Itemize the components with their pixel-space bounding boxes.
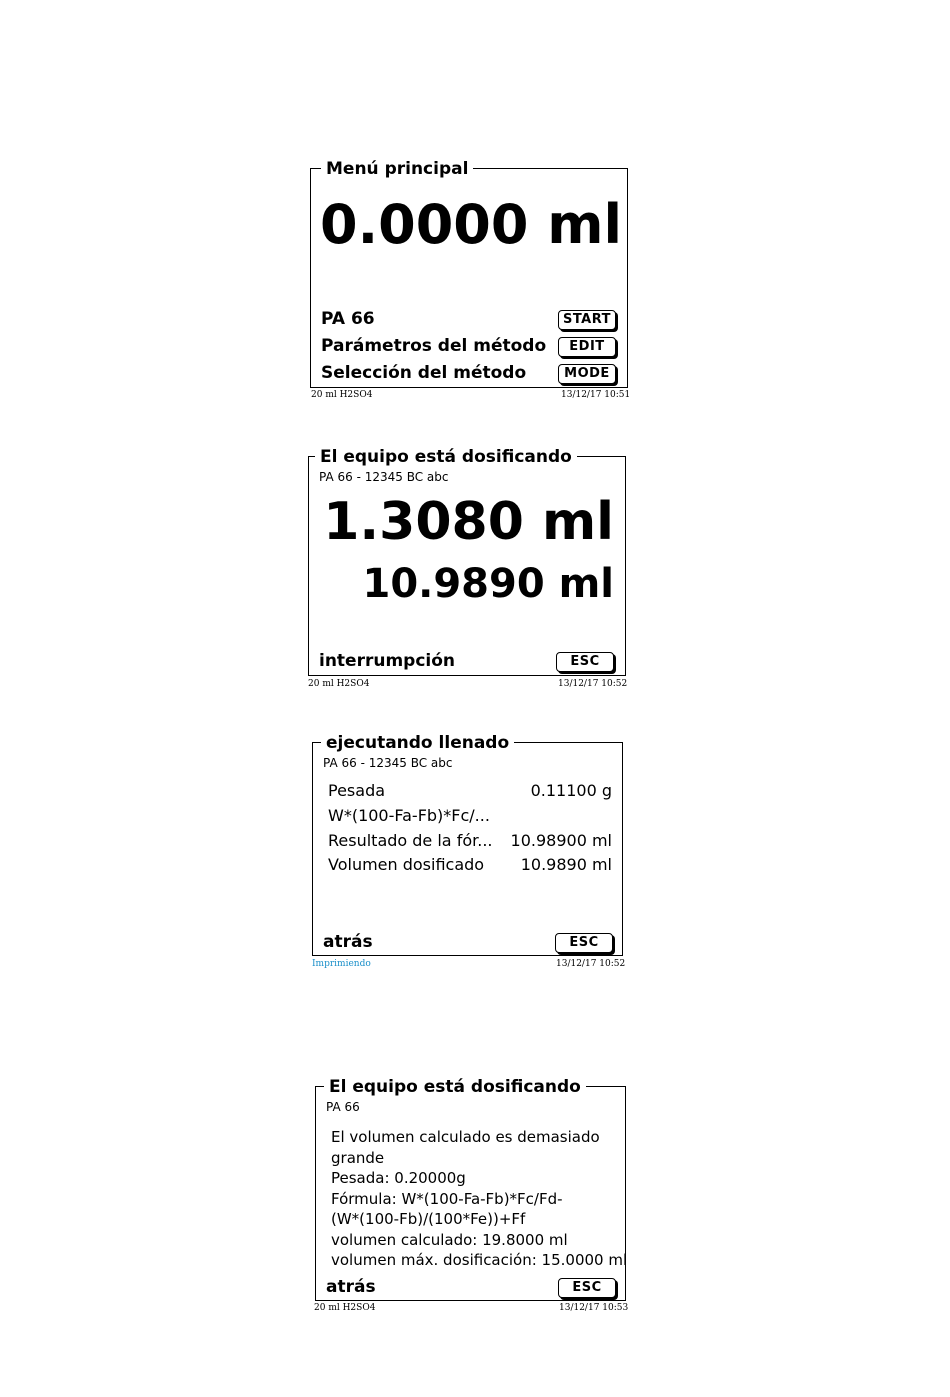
esc-button[interactable]: ESC (555, 933, 613, 953)
result-row-dosed-volume (328, 855, 612, 874)
mode-button[interactable]: MODE (558, 364, 616, 384)
status-reagent: 20 ml H2SO4 (314, 1303, 376, 1313)
row-value: 0.11100 g (530, 781, 612, 800)
result-row-formula (328, 806, 612, 825)
error-message-line: (W*(100-Fb)/(100*Fe))+Ff (331, 1210, 526, 1228)
edit-button[interactable]: EDIT (558, 337, 616, 357)
row-value: 10.9890 ml (520, 855, 612, 874)
main-menu-screen (310, 159, 628, 388)
error-message-line: Fórmula: W*(100-Fa-Fb)*Fc/Fd- (331, 1189, 563, 1208)
volume-error-screen (315, 1077, 628, 1301)
row-label: Resultado de la fór... (328, 831, 493, 850)
error-message-line: grande (331, 1148, 385, 1167)
method-subtitle: PA 66 (326, 1100, 360, 1114)
status-reagent: 20 ml H2SO4 (308, 679, 370, 689)
back-label: atrás (323, 932, 373, 952)
filling-screen (312, 733, 623, 956)
error-message-line: Pesada: 0.20000g (331, 1169, 466, 1187)
row-label: Pesada (328, 781, 386, 800)
dosing-screen (308, 447, 626, 676)
dosed-volume-display: 1.3080 ml (323, 492, 614, 552)
status-datetime: 13/12/17 10:52 (558, 679, 628, 689)
status-reagent: 20 ml H2SO4 (311, 390, 373, 400)
volume-display: 0.0000 ml (320, 193, 622, 256)
method-selection-label: Selección del método (321, 363, 527, 383)
screen-title: El equipo está dosificando (324, 1077, 586, 1097)
result-row-formula-result (328, 831, 612, 850)
error-message-line: volumen máx. dosificación: 15.0000 ml (331, 1251, 628, 1269)
esc-button[interactable]: ESC (556, 652, 614, 672)
interrupt-label: interrumpción (319, 651, 456, 671)
method-subtitle: PA 66 - 12345 BC abc (319, 470, 449, 484)
back-label: atrás (326, 1277, 376, 1297)
status-printing: Imprimiendo (312, 959, 371, 969)
error-message-line: volumen calculado: 19.8000 ml (331, 1230, 568, 1249)
total-volume-display: 10.9890 ml (362, 561, 614, 607)
row-label: W*(100-Fa-Fb)*Fc/... (328, 806, 490, 825)
result-row-weight (328, 781, 612, 800)
status-datetime: 13/12/17 10:53 (559, 1303, 629, 1313)
screen-title: ejecutando llenado (321, 733, 514, 753)
method-name-label: PA 66 (321, 309, 375, 329)
row-label: Volumen dosificado (328, 855, 485, 874)
row-value: 10.98900 ml (510, 831, 612, 850)
method-parameters-label: Parámetros del método (321, 336, 547, 356)
start-button[interactable]: START (558, 310, 616, 330)
error-message-line: El volumen calculado es demasiado (331, 1128, 600, 1146)
screen-title: Menú principal (321, 159, 473, 179)
method-subtitle: PA 66 - 12345 BC abc (323, 756, 453, 770)
status-datetime: 13/12/17 10:52 (556, 959, 626, 969)
screen-title: El equipo está dosificando (315, 447, 577, 467)
status-datetime: 13/12/17 10:51 (561, 390, 631, 400)
esc-button[interactable]: ESC (558, 1278, 616, 1298)
